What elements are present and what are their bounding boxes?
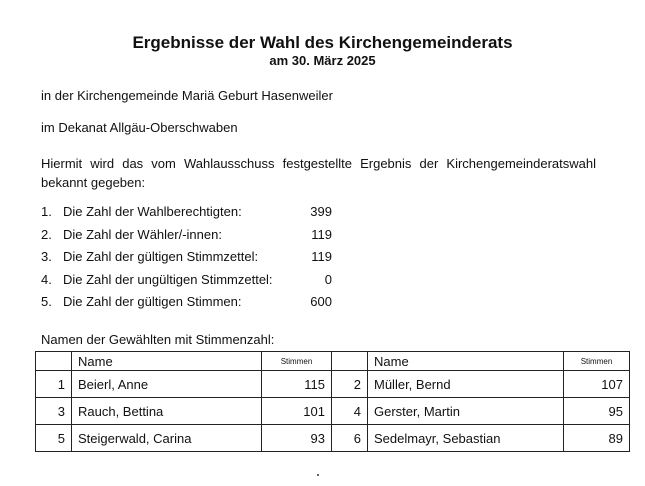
- candidate-number: 4: [332, 398, 368, 425]
- page-mark: [317, 474, 319, 476]
- header-name: Name: [72, 352, 262, 371]
- candidate-name: Steigerwald, Carina: [72, 425, 262, 452]
- stat-value: 119: [311, 249, 332, 264]
- candidate-name: Müller, Bernd: [368, 371, 564, 398]
- stat-label: Die Zahl der Wähler/-innen:: [63, 226, 222, 242]
- stat-value: 600: [310, 294, 332, 309]
- header-number-cell: [332, 352, 368, 371]
- stat-value: 119: [311, 226, 332, 242]
- elected-heading: Namen der Gewählten mit Stimmenzahl:: [41, 332, 275, 347]
- stat-number: 3.: [41, 249, 52, 264]
- table-row: [36, 425, 630, 452]
- stat-label: Die Zahl der gültigen Stimmen:: [63, 294, 242, 309]
- header-votes: Stimmen: [564, 352, 630, 371]
- stat-value: 0: [324, 271, 332, 287]
- candidate-number: 5: [36, 425, 72, 452]
- header-number-cell: [36, 352, 72, 371]
- stat-label: Die Zahl der Wahlberechtigten:: [63, 204, 242, 219]
- header-name: Name: [368, 352, 564, 371]
- candidate-votes: 93: [262, 425, 332, 452]
- election-date: am 30. März 2025: [269, 53, 376, 68]
- candidate-number: 1: [36, 371, 72, 398]
- candidate-votes: 107: [564, 371, 630, 398]
- candidate-votes: 95: [564, 398, 630, 425]
- elected-table: [35, 351, 630, 452]
- candidate-name: Sedelmayr, Sebastian: [368, 425, 564, 452]
- candidate-votes: 101: [262, 398, 332, 425]
- candidate-votes: 89: [564, 425, 630, 452]
- candidate-name: Beierl, Anne: [72, 371, 262, 398]
- table-row: [36, 398, 630, 425]
- candidate-number: 2: [332, 371, 368, 398]
- candidate-name: Rauch, Bettina: [72, 398, 262, 425]
- stat-number: 4.: [41, 271, 52, 287]
- document-title: Ergebnisse der Wahl des Kirchengemeinderats: [132, 33, 513, 52]
- candidate-name: Gerster, Martin: [368, 398, 564, 425]
- intro-paragraph: Hiermit wird das vom Wahlausschuss festgestellte Ergebnis der Kirchengemeinderatswahl bekannt gegeben:: [41, 156, 596, 190]
- table-header-row: [36, 352, 630, 371]
- table-row: [36, 371, 630, 398]
- parish-line: in der Kirchengemeinde Mariä Geburt Hasenweiler: [41, 88, 333, 103]
- candidate-number: 3: [36, 398, 72, 425]
- stat-number: 2.: [41, 226, 52, 242]
- stat-label: Die Zahl der ungültigen Stimmzettel:: [63, 271, 273, 287]
- candidate-votes: 115: [262, 371, 332, 398]
- deanery-line: im Dekanat Allgäu-Oberschwaben: [41, 120, 238, 135]
- header-votes: Stimmen: [262, 352, 332, 371]
- stat-value: 399: [310, 204, 332, 219]
- candidate-number: 6: [332, 425, 368, 452]
- stat-number: 5.: [41, 294, 52, 309]
- stat-number: 1.: [41, 204, 52, 219]
- stat-label: Die Zahl der gültigen Stimmzettel:: [63, 249, 259, 264]
